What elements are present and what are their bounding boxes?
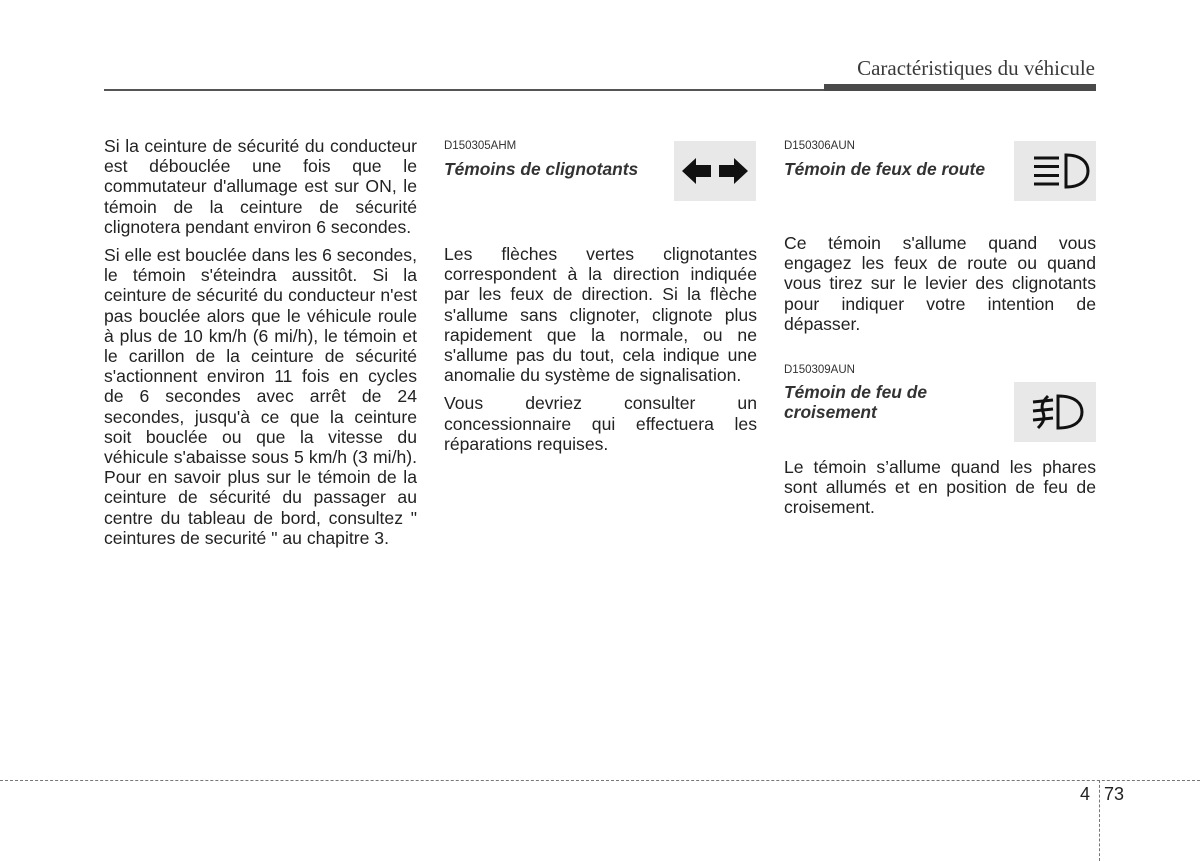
section-high-beam-body: [784, 233, 1096, 342]
section-fog-light-header: [784, 363, 1009, 422]
header-accent-bar: [824, 84, 1096, 91]
section-fog-light-body: [784, 457, 1096, 526]
footer-dashed-rule: [0, 780, 1200, 781]
footer-dashed-divider: [1099, 780, 1100, 861]
high-beam-icon: [1014, 141, 1096, 201]
paragraph: Si la ceinture de sécurité du conducteur est débouclée une fois que le commutateur d'allumage est sur ON, le témoin de la ceinture de sécurité clignotera pendant environ 6 secondes.: [104, 136, 417, 237]
column-seatbelt-text: [104, 136, 417, 556]
paragraph: Les flèches vertes clignotantes correspondent à la direction indiquée par les feux de direction. Si la flèche s'allume sans clignoter, clignote plus rapidement que la normale, ou ne s'allume pas du tout, cela indique une anomalie du système de signalisation.: [444, 244, 757, 386]
paragraph: Ce témoin s'allume quand vous engagez les feux de route ou quand vous tirez sur le levier des clignotants pour indiquer votre intention de dépasser.: [784, 233, 1096, 334]
section-high-beam-header: [784, 139, 1012, 179]
section-title: Témoin de feux de route: [784, 159, 985, 179]
section-title: Témoins de clignotants: [444, 159, 639, 179]
paragraph: Vous devriez consulter un concessionnaire qui effectuera les réparations requises.: [444, 393, 757, 454]
turn-signal-arrows-icon: [674, 141, 756, 201]
section-turn-signal-body: [444, 244, 757, 462]
section-code: D150306AUN: [784, 140, 855, 152]
fog-light-icon: [1014, 382, 1096, 442]
page-header-title: Caractéristiques du véhicule: [857, 56, 1095, 80]
section-code: D150309AUN: [784, 364, 855, 376]
section-turn-signal-header: [444, 139, 669, 179]
paragraph: Le témoin s’allume quand les phares sont allumés et en position de feu de croisement.: [784, 457, 1096, 518]
section-code: D150305AHM: [444, 140, 517, 152]
chapter-number: 4: [1080, 784, 1091, 804]
page-number: 73: [1104, 784, 1125, 804]
paragraph: Si elle est bouclée dans les 6 secondes, le témoin s'éteindra aussitôt. Si la ceinture de sécurité du conducteur n'est pas bouclée alors que le véhicule roule à plus de 10 km/h (6 mi/h), le témoin et le carillon de la ceinture de sécurité s'actionnent environ 11 fois en cycles de 6 secondes avec arrêt de 24 secondes, jusqu'à ce que la ceinture soit bouclée ou que la vitesse du véhicule s'abaisse sous 5 km/h (3 mi/h). Pour en savoir plus sur le témoin de la ceinture de sécurité du passager au centre du tableau de bord, consultez " ceintures de securité " au chapitre 3.: [104, 245, 417, 548]
section-title: Témoin de feu de croisement: [784, 382, 928, 422]
